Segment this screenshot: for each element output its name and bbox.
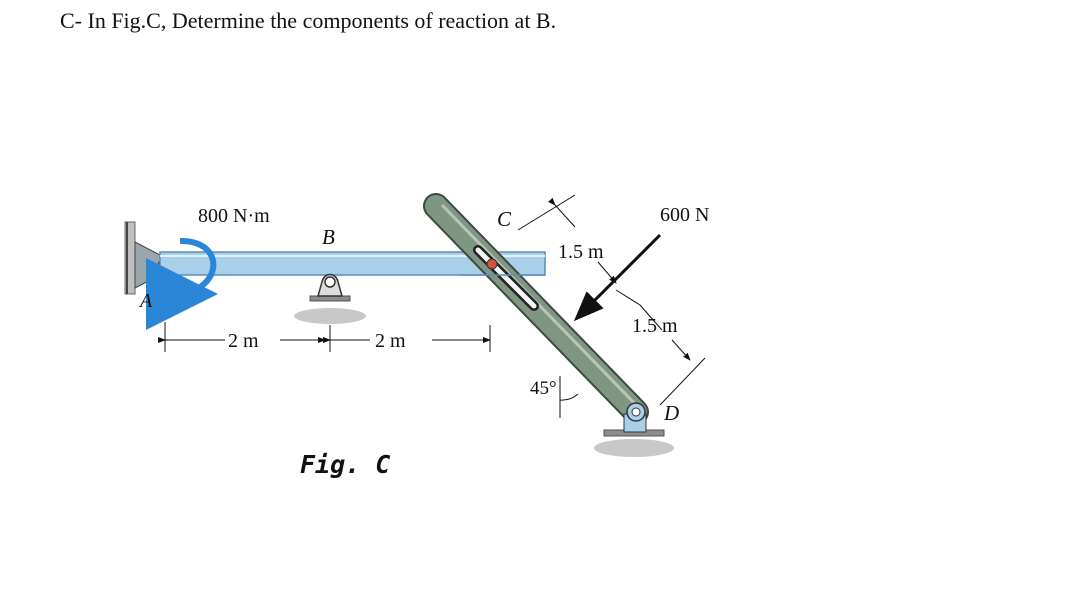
pin-support-d [594, 403, 674, 457]
point-a-label: A [140, 290, 153, 312]
figure-caption: Fig. C [300, 450, 391, 479]
point-c-label: C [497, 207, 512, 231]
moment-label: 800 N·m [198, 205, 270, 227]
force-label: 600 N [660, 204, 710, 226]
dim-lower-label: 1.5 m [632, 315, 678, 337]
angle-label: 45° [530, 378, 557, 399]
dim-bc-label: 2 m [375, 330, 406, 352]
pin-support-b [294, 275, 366, 325]
point-d-label: D [664, 401, 680, 425]
point-b-label: B [322, 225, 335, 249]
dim-ab-label: 2 m [228, 330, 259, 352]
question-text: C- In Fig.C, Determine the components of reaction at B. [60, 8, 557, 33]
dim-upper-label: 1.5 m [558, 241, 604, 263]
